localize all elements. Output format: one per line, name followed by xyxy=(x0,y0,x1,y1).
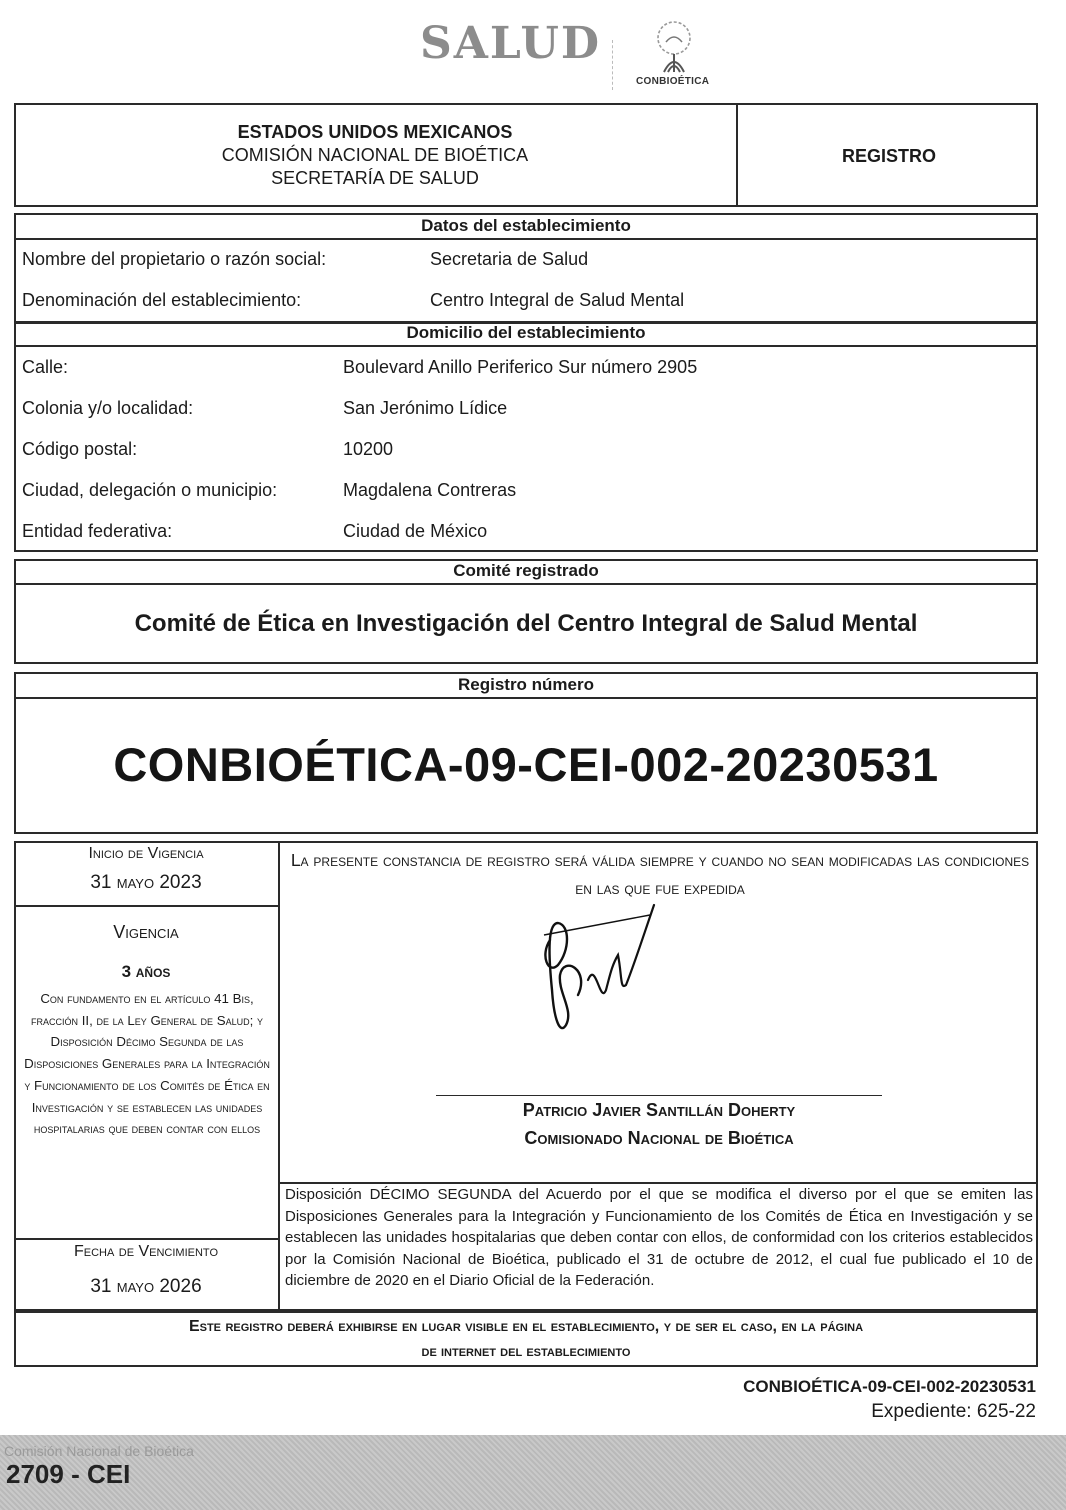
vigencia-divider xyxy=(278,841,280,1311)
header-country: ESTADOS UNIDOS MEXICANOS xyxy=(237,122,513,142)
footer-registration: CONBIOÉTICA-09-CEI-002-20230531 xyxy=(743,1377,1036,1396)
footer-stamp-faded-text: Comisión Nacional de Bioética xyxy=(4,1443,194,1459)
domicilio-title: Domicilio del establecimiento xyxy=(406,323,646,342)
end-label: Fecha de Vencimiento xyxy=(73,1243,219,1260)
header-divider xyxy=(736,103,738,207)
establishment-name-value: Centro Integral de Salud Mental xyxy=(430,290,685,310)
notice-line-1: Este registro deberá exhibirse en lugar visible en el establecimiento, y de ser el caso, en la página xyxy=(188,1318,864,1335)
owner-value: Secretaria de Salud xyxy=(430,249,589,269)
entidad-value: Ciudad de México xyxy=(343,521,488,541)
end-date: 31 mayo 2026 xyxy=(90,1276,202,1297)
signatory-name: Patricio Javier Santillán Doherty xyxy=(522,1100,796,1120)
datos-establecimiento-title: Datos del establecimiento xyxy=(421,216,631,235)
comite-title-rule xyxy=(14,583,1038,585)
notice-line-2: de internet del establecimiento xyxy=(421,1343,631,1360)
vigencia-rule-2 xyxy=(14,1238,278,1240)
datos-title-rule xyxy=(14,238,1038,240)
footer-expediente: Expediente: 625-22 xyxy=(871,1401,1036,1422)
calle-value: Boulevard Anillo Periferico Sur número 2905 xyxy=(343,357,698,377)
registro-title-rule xyxy=(14,697,1038,699)
municipio-label: Ciudad, delegación o municipio: xyxy=(22,480,278,500)
header-secretariat: SECRETARÍA DE SALUD xyxy=(271,168,479,188)
colonia-label: Colonia y/o localidad: xyxy=(22,398,194,418)
signature-line xyxy=(436,1095,882,1096)
signatory-title: Comisionado Nacional de Bioética xyxy=(524,1128,794,1148)
establishment-name-label: Denominación del establecimiento: xyxy=(22,290,302,310)
owner-label: Nombre del propietario o razón social: xyxy=(22,249,327,269)
disposicion-text: Disposición DÉCIMO SEGUNDA del Acuerdo por el que se modifica el diverso por el que se emiten las Disposiciones Generales para la Integración y Funcionamiento de los Comités de Ética en Investigación y se establecen las unidades hospitalarias que deben contar con ellos, de conformidad con los criterios establecidos por la Comisión Nacional de Bioética, publicado el 31 de octubre de 2012, el cual fue publicado el 10 de diciembre de 2020 en el Diario Oficial de la Federación. xyxy=(285,1186,1033,1289)
validity-statement: La presente constancia de registro será válida siempre y cuando no sean modificadas las condiciones en las que fue expedida xyxy=(290,850,1030,898)
registration-number: CONBIOÉTICA-09-CEI-002-20230531 xyxy=(113,738,939,791)
colonia-value: San Jerónimo Lídice xyxy=(343,398,508,418)
header-commission: COMISIÓN NACIONAL DE BIOÉTICA xyxy=(221,145,529,165)
vigencia-label: Vigencia xyxy=(113,922,179,942)
signature-icon xyxy=(530,895,670,1045)
domicilio-title-rule xyxy=(14,345,1038,347)
start-date: 31 mayo 2023 xyxy=(90,872,202,893)
codigo-postal-label: Código postal: xyxy=(22,439,138,459)
entidad-label: Entidad federativa: xyxy=(22,521,173,541)
calle-label: Calle: xyxy=(22,357,69,377)
comite-title: Comité registrado xyxy=(453,561,599,580)
conbioetica-logo-text: CONBIOÉTICA xyxy=(636,76,710,87)
salud-logo: SALUD xyxy=(420,18,601,69)
comite-name: Comité de Ética en Investigación del Centro Integral de Salud Mental xyxy=(134,610,918,637)
footer-stamp-code: 2709 - CEI xyxy=(6,1459,131,1489)
start-label: Inicio de Vigencia xyxy=(88,845,204,862)
registro-title: Registro número xyxy=(457,675,595,694)
logo-divider xyxy=(612,40,613,90)
municipio-value: Magdalena Contreras xyxy=(343,480,517,500)
document-type: REGISTRO xyxy=(842,146,937,166)
vigencia-duration: 3 años xyxy=(121,962,171,981)
vigencia-rule-1 xyxy=(14,905,278,907)
codigo-postal-value: 10200 xyxy=(343,439,394,459)
vigencia-basis: Con fundamento en el artículo 41 Bis, fracción II, de la Ley General de Salud; y Disposición Décimo Segunda de las Disposiciones Generales para la Integración y Funcionamiento de los Comités de Ética en Investigación y se establecen las unidades hospitalarias que deben contar con ellos xyxy=(24,991,270,1137)
